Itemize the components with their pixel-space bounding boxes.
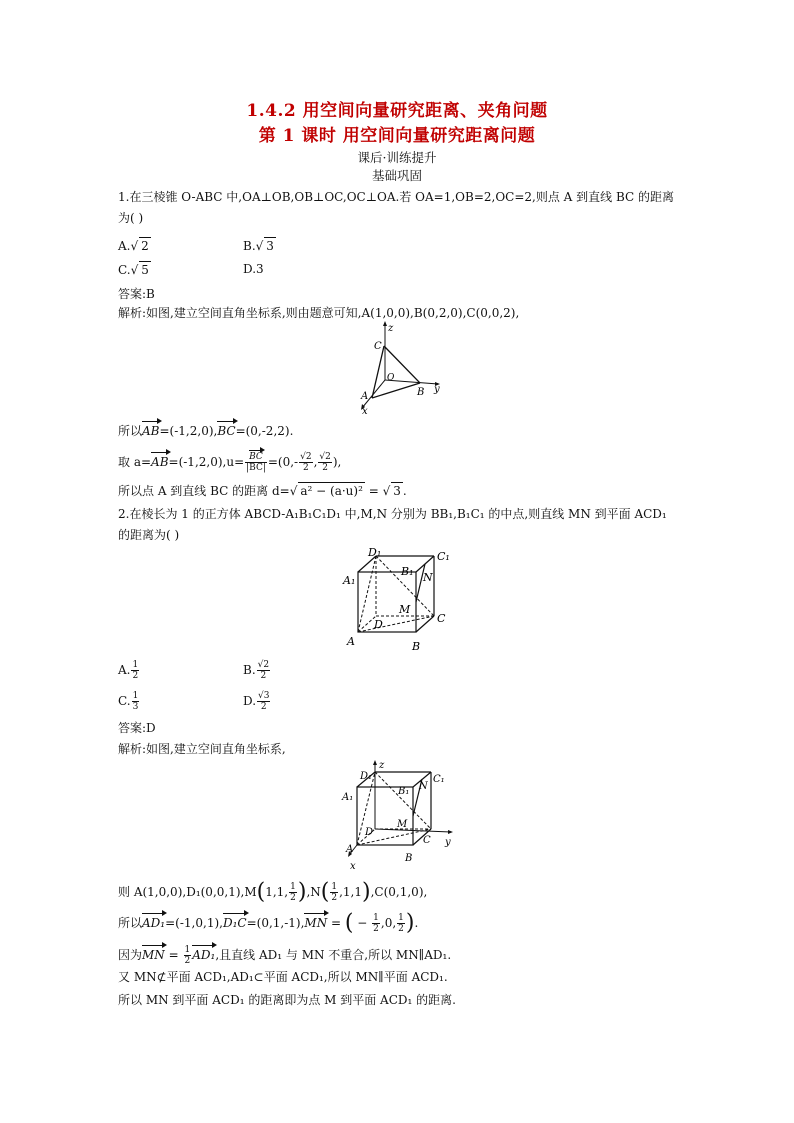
vector-ab: AB <box>142 424 160 438</box>
lesson-title: 第 1 课时 用空间向量研究距离问题 <box>258 126 536 146</box>
denominator: 2 <box>373 924 379 934</box>
fig3-label-y: y <box>445 837 451 848</box>
q2-cube-axes-figure <box>335 757 460 872</box>
fig1-label-y: y <box>434 384 440 395</box>
fraction <box>132 691 140 712</box>
fig1-label-x: x <box>362 406 368 417</box>
fig2-label-c1: C₁ <box>437 550 450 563</box>
text: =(-1,0,1), <box>165 916 223 930</box>
fig3-label-c1: C₁ <box>433 774 445 785</box>
denominator: 2 <box>260 702 267 712</box>
fig2-label-m: M <box>399 603 411 616</box>
denominator: 2 <box>132 671 139 681</box>
q1-option-d <box>243 261 264 277</box>
numerator: 1 <box>373 913 379 923</box>
fraction <box>330 882 338 903</box>
q2-option-a <box>118 660 140 681</box>
text: ,C(0,1,0), <box>370 885 428 899</box>
q2-option-d <box>243 691 271 712</box>
q2-answer: 答案:D <box>118 721 156 735</box>
option-label: D. <box>243 694 257 708</box>
section-title: 1.4.2 用空间向量研究距离、夹角问题 <box>246 101 548 121</box>
text: . <box>414 916 419 930</box>
text: − <box>353 916 372 930</box>
fraction <box>299 452 312 473</box>
text: =(0,-2,2). <box>235 424 294 438</box>
q1-tetrahedron-figure <box>350 318 450 418</box>
fig1-label-o: O <box>387 373 395 383</box>
fig3-label-z: z <box>379 760 385 771</box>
q1-answer: 答案:B <box>118 287 155 301</box>
text: 则 A(1,0,0),D₁(0,0,1),M <box>118 885 257 899</box>
vector-mn: MN <box>304 916 328 930</box>
option-value: 5 <box>141 263 149 277</box>
fig1-label-z: z <box>388 323 394 334</box>
text: = <box>327 916 345 930</box>
fig3-label-a1: A₁ <box>342 792 354 803</box>
numerator: √2 <box>257 660 270 670</box>
q2-conclusion: 所以 MN 到平面 ACD₁ 的距离即为点 M 到平面 ACD₁ 的距离. <box>118 993 456 1007</box>
vector-ad1: AD₁ <box>192 948 216 962</box>
text: . <box>402 484 407 498</box>
fig1-label-b: B <box>417 387 425 398</box>
numerator: 1 <box>132 660 139 670</box>
numerator: √2 <box>300 452 312 462</box>
fig2-label-a1: A₁ <box>343 574 356 587</box>
text: =(-1,2,0),u= <box>168 455 245 469</box>
q1-option-b: B.√ 3 <box>243 239 274 253</box>
q2-stem-line1: 2.在棱长为 1 的正方体 ABCD-A₁B₁C₁D₁ 中,M,N 分别为 BB₁,B₁C₁ 的中点,则直线 MN 到平面 ACD₁ <box>118 507 667 521</box>
text: ,1,1 <box>339 885 363 899</box>
denominator: 2 <box>302 463 309 473</box>
option-label: A. <box>118 239 131 253</box>
fig3-label-b: B <box>405 853 413 864</box>
vector-d1c: D₁C <box>222 916 247 930</box>
text: =(-1,2,0), <box>159 424 218 438</box>
q2-cube-figure <box>340 544 460 656</box>
q1-option-a: A.√ 2 <box>118 239 149 253</box>
numerator: 1 <box>290 882 296 892</box>
fraction <box>397 913 405 934</box>
fig3-label-b1: B₁ <box>398 786 410 797</box>
fraction <box>318 452 331 473</box>
numerator: 1 <box>331 882 338 892</box>
option-label: C. <box>118 694 131 708</box>
numerator: 1 <box>398 913 404 923</box>
norm-bc: |BC| <box>246 463 266 473</box>
q1-analysis: 解析:如图,建立空间直角坐标系,则由题意可知,A(1,0,0),B(0,2,0),C(0,0,2), <box>118 306 520 320</box>
text: =(0,1,-1), <box>246 916 305 930</box>
text: ,且直线 AD₁ 与 MN 不重合,所以 MN∥AD₁. <box>215 948 452 962</box>
option-label: B. <box>243 663 256 677</box>
vector-ad1: AD₁ <box>142 916 166 930</box>
fig3-label-x: x <box>350 861 356 872</box>
q2-plane-parallel: 又 MN⊄平面 ACD₁,AD₁⊂平面 ACD₁,所以 MN∥平面 ACD₁. <box>118 970 448 984</box>
q1-step-vectors <box>118 423 293 439</box>
denominator: 2 <box>184 956 191 966</box>
fig2-label-d: D <box>374 618 383 631</box>
fig2-label-n: N <box>423 571 433 584</box>
numerator: √3 <box>258 691 270 701</box>
option-label: B. <box>243 239 256 253</box>
result: 3 <box>393 484 401 498</box>
section-subtitle: 课后·训练提升 <box>357 150 437 165</box>
q1-stem-line2: 为( ) <box>118 211 144 225</box>
fraction <box>131 660 139 681</box>
fig1-label-a: A <box>361 391 369 402</box>
q2-option-c <box>118 691 140 712</box>
fig2-label-d1: D₁ <box>368 546 382 559</box>
q1-step-distance: 所以点 A 到直线 BC 的距离 d=√ a² − (a·u)² = √ 3 . <box>118 484 407 498</box>
text: ,N <box>306 885 321 899</box>
fig3-label-d1: D₁ <box>360 771 373 782</box>
text: 1,1, <box>265 885 289 899</box>
fraction <box>372 913 380 934</box>
q1-step-unit-vector <box>118 452 341 473</box>
fig2-label-c: C <box>437 612 446 625</box>
fig3-label-a: A <box>346 844 354 855</box>
fraction <box>257 691 270 712</box>
q2-vectors: 所以AD₁=(-1,0,1),D₁C=(0,1,-1),MN = ( − $\frac{1}{2}$ ,0, $\frac{1}{2}$ ). <box>118 910 419 936</box>
vector-bc: BC <box>249 452 263 462</box>
text: 取 a= <box>118 455 152 469</box>
denominator: 2 <box>398 924 404 934</box>
option-label: C. <box>118 263 131 277</box>
fig3-label-m: M <box>397 819 408 830</box>
radicand: a² − (a·u)² <box>300 484 363 498</box>
text: = <box>364 484 383 498</box>
fig2-label-b: B <box>412 640 421 653</box>
text: ,0, <box>380 916 397 930</box>
fig2-label-a: A <box>347 635 355 648</box>
text: ), <box>332 455 342 469</box>
q2-coordinates: 则 A(1,0,0),D₁(0,0,1),M(1,1, $\frac{1}{2}$ ),N( $\frac{1}{2}$ ,1,1),C(0,1,0), <box>118 879 428 905</box>
denominator: 2 <box>331 893 338 903</box>
fraction <box>257 660 270 681</box>
q1-option-c: C.√ 5 <box>118 263 149 277</box>
denominator: 2 <box>290 893 296 903</box>
fraction <box>184 945 192 966</box>
option-value: 2 <box>141 239 149 253</box>
option-label: A. <box>118 663 131 677</box>
text: 所以 <box>118 424 143 438</box>
option-label: D. <box>243 262 257 276</box>
numerator: √2 <box>319 452 331 462</box>
vector-mn: MN <box>142 948 165 962</box>
q2-parallel-reason <box>118 945 451 966</box>
text: 所以点 A 到直线 BC 的距离 d= <box>118 484 290 498</box>
denominator: 3 <box>132 702 139 712</box>
q2-analysis: 解析:如图,建立空间直角坐标系, <box>118 742 286 756</box>
numerator: 1 <box>132 691 139 701</box>
text: 所以 <box>118 916 143 930</box>
vector-ab: AB <box>151 455 169 469</box>
denominator: 2 <box>322 463 328 473</box>
q2-option-b <box>243 660 271 681</box>
text: =(0,- <box>267 455 299 469</box>
fig3-label-n: N <box>419 781 428 792</box>
text: 因为 <box>118 948 143 962</box>
fraction <box>289 882 297 903</box>
denominator: 2 <box>260 671 267 681</box>
fig3-label-c: C <box>423 835 431 846</box>
vector-bc: BC <box>217 424 236 438</box>
level-heading: 基础巩固 <box>371 168 422 183</box>
text: = <box>164 948 183 962</box>
q1-stem-line1: 1.在三棱锥 O-ABC 中,OA⊥OB,OB⊥OC,OC⊥OA.若 OA=1,OB=2,OC=2,则点 A 到直线 BC 的距离 <box>118 190 674 204</box>
option-value: 3 <box>256 262 264 276</box>
fig3-label-d: D <box>365 827 374 838</box>
numerator: 1 <box>184 945 191 955</box>
option-value: 3 <box>266 239 274 253</box>
fig1-label-c: C <box>374 341 382 352</box>
text: , <box>313 455 318 469</box>
q2-stem-line2: 的距离为( ) <box>118 528 180 542</box>
fraction <box>245 452 267 473</box>
fig2-label-b1: B₁ <box>401 565 414 578</box>
